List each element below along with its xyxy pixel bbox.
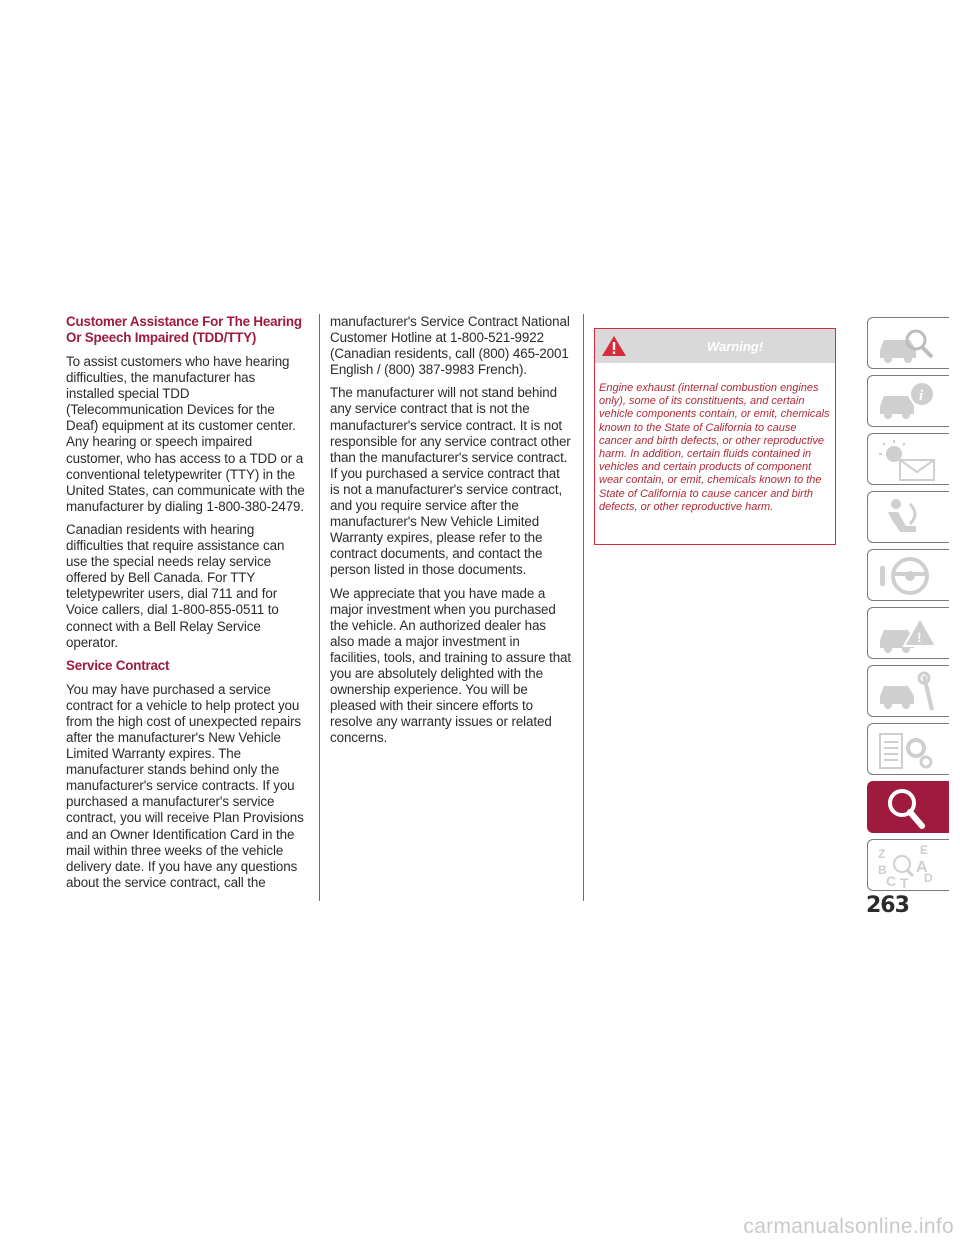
tab-car-search[interactable] <box>867 317 949 369</box>
paragraph-other-contracts: The manufacturer will not stand behind any service contract that is not the manufacturer's service contract. It is not responsible for any service contract other than the manufacturer's service contract. If you purchased a service contract that is not a manufacturer's service contract, and you require service after the manufacturer's New Vehicle Limited Warranty expires, please refer to the contract documents, and contact the person listed in those documents. <box>330 385 571 578</box>
warning-title: Warning! <box>706 339 764 354</box>
warning-header <box>595 329 835 363</box>
car-warning-icon <box>876 612 942 656</box>
index-letter: C <box>886 873 897 888</box>
paragraph-service-contract: You may have purchased a service contract for a vehicle to help protect you from the high cost of unexpected repairs after the manufacturer's New Vehicle Limited Warranty expires. The manufacturer stands behind only the manufacturer's service contracts. If you purchased a manufacturer's service contract, you will receive Plan Provisions and an Owner Identification Card in the mail within three weeks of the vehicle delivery date. If you have any questions about the service contract, call the <box>66 681 304 890</box>
tab-lights-messages[interactable] <box>867 433 949 485</box>
tab-index[interactable] <box>867 839 949 891</box>
car-info-icon <box>876 380 942 424</box>
tab-car-info[interactable] <box>867 375 949 427</box>
watermark: carmanualsonline.info <box>743 1215 954 1238</box>
paragraph-tdd-canada: Canadian residents with hearing difficulties that require assistance can use the special needs relay service offered by Bell Canada. For TTY teletypewriter users, dial 711 and for Voice callers, dial 1-800-855-0511 to connect with a Bell Relay Service operator. <box>66 521 285 650</box>
index-letter: T <box>900 875 909 888</box>
car-wrench-icon <box>876 670 942 714</box>
magnifier-icon <box>876 786 942 830</box>
index-letters-icon <box>876 844 942 888</box>
tab-seat-airbag[interactable] <box>867 491 949 543</box>
index-letter: A <box>916 859 928 876</box>
text-column-2 <box>330 314 572 753</box>
tab-car-warning[interactable] <box>867 607 949 659</box>
steering-wheel-icon <box>876 554 942 598</box>
paragraph-tdd-us: To assist customers who have hearing difficulties, the manufacturer has installed special TDD (Telecommunication Devices for the Deaf) equipment at its customer center. Any hearing or speech impaired customer, who has access to a TDD or a conventional teletypewriter (TTY) in the United States, can communicate with the manufacturer by dialing 1-800-380-2479. <box>66 354 305 514</box>
text-column-1 <box>66 314 306 898</box>
heading-tdd-tty: Customer Assistance For The Hearing Or Speech Impaired (TDD/TTY) <box>66 314 302 345</box>
tab-specifications[interactable] <box>867 723 949 775</box>
paragraph-appreciation: We appreciate that you have made a major investment when you purchased the vehicle. An authorized dealer has also made a major investment in facilities, tools, and training to assure that you are absolutely delighted with the ownership experience. You will be pleased with their sincere efforts to resolve any warranty issues or related concerns. <box>330 585 572 746</box>
heading-service-contract: Service Contract <box>66 657 170 673</box>
column-divider-1 <box>319 314 320 901</box>
column-divider-2 <box>583 314 584 901</box>
tab-car-service[interactable] <box>867 665 949 717</box>
tab-search[interactable] <box>867 781 949 833</box>
specifications-gear-icon <box>876 728 942 772</box>
page-number: 263 <box>866 893 909 918</box>
warning-text: Engine exhaust (internal combustion engines only), some of its constituents, and certain vehicle components contain, or emit, chemicals known to the State of California to cause cancer and birth defects, or other reproductive harm. In addition, certain fluids contained in vehicles and certain products of component wear contain, or emit, chemicals known to the State of California to cause cancer and birth defects, or other reproductive harm. <box>599 382 830 513</box>
lights-message-icon <box>876 438 942 482</box>
index-letter: B <box>878 863 887 877</box>
paragraph-hotline: manufacturer's Service Contract National Customer Hotline at 1-800-521-9922 (Canadian residents, call (800) 465-2001 English / (800) 387-9983 French). <box>330 314 570 378</box>
seat-airbag-icon <box>876 496 942 540</box>
index-letter: D <box>924 871 933 885</box>
car-search-icon <box>876 322 942 366</box>
tab-steering-wheel[interactable] <box>867 549 949 601</box>
warning-box <box>594 328 836 545</box>
index-letter: E <box>920 844 929 857</box>
svg-text:!: ! <box>917 629 922 645</box>
svg-text:i: i <box>919 388 924 404</box>
index-letter: Z <box>878 847 886 861</box>
